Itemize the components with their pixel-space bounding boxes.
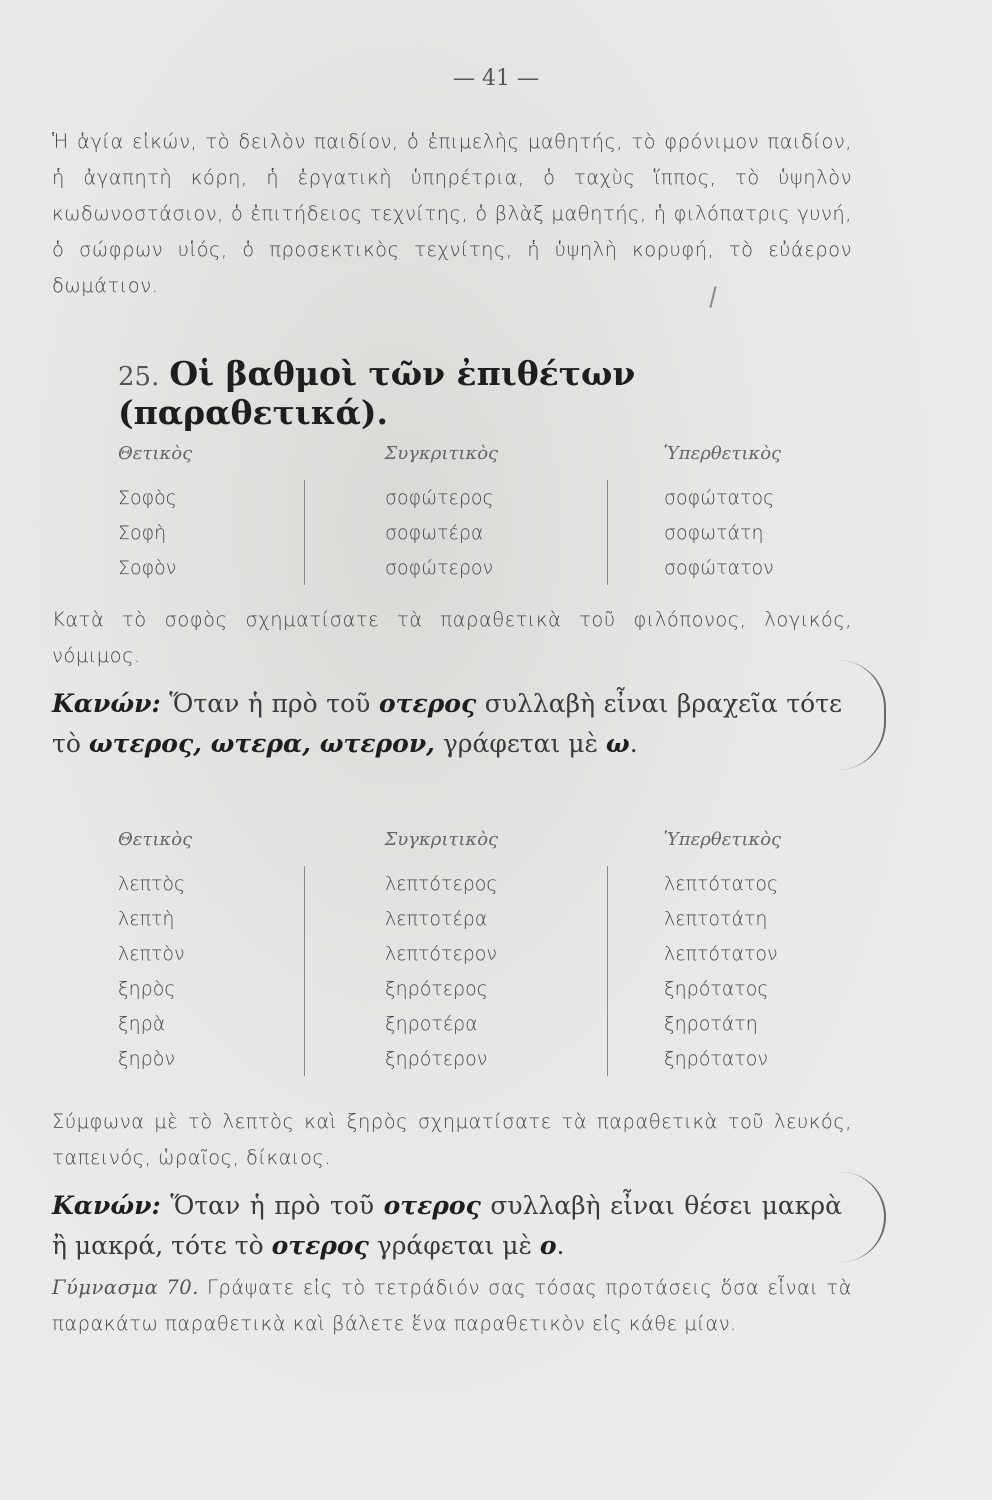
rule-omicron bbox=[52, 1186, 842, 1266]
rule-emphasis: ο bbox=[539, 1231, 557, 1260]
rule-emphasis: οτερος bbox=[378, 689, 477, 718]
section-heading bbox=[118, 354, 878, 432]
table-cell: λεπτοτάτη bbox=[608, 901, 865, 936]
rule-emphasis: οτερος bbox=[271, 1231, 369, 1260]
table-cell: λεπτοτέρα bbox=[305, 901, 608, 936]
rule-text: γράφεται μὲ bbox=[368, 1231, 540, 1260]
exercise-70 bbox=[52, 1270, 852, 1342]
exercise-text: Γράψατε εἰς τὸ τετράδιόν σας τόσας προτάσεις ὅσα εἶναι τὰ παρακάτω παραθετικὰ καὶ βάλετε ἕνα παραθετικὸν εἰς κάθε μίαν. bbox=[52, 1276, 852, 1335]
table-row bbox=[118, 480, 864, 515]
table-row bbox=[118, 936, 864, 971]
comparison-table-sofos bbox=[118, 440, 864, 585]
table-cell: λεπτὸν bbox=[118, 942, 185, 965]
rule-label: Κανών: bbox=[52, 1191, 161, 1220]
table-cell: λεπτότερον bbox=[305, 936, 608, 971]
paragraph-exercise-leptos: Σύμφωνα μὲ τὸ λεπτὸς καὶ ξηρὸς σχηματίσατε τὰ παραθετικὰ τοῦ λευκός, ταπεινός, ὡραῖος, δίκαιος. bbox=[52, 1110, 852, 1169]
table-cell: ξηροτάτη bbox=[608, 1006, 865, 1041]
table-cell: ξηρὸς bbox=[118, 977, 176, 1000]
table-row bbox=[118, 971, 864, 1006]
header-positive: Θετικὸς bbox=[118, 442, 193, 464]
table-cell: σοφωτάτη bbox=[608, 515, 865, 550]
table-cell: ξηρότερον bbox=[305, 1041, 608, 1076]
table-cell: ξηρότερος bbox=[305, 971, 608, 1006]
rule-emphasis: ω bbox=[605, 729, 630, 758]
table-cell: Σοφὸς bbox=[118, 486, 177, 509]
header-comparative: Συγκριτικὸς bbox=[384, 828, 499, 850]
table-cell: λεπτότατον bbox=[608, 936, 865, 971]
table-cell: σοφώτατον bbox=[608, 550, 865, 585]
rule-text: . bbox=[556, 1231, 565, 1260]
rule-text: . bbox=[629, 729, 638, 758]
rule-emphasis: ωτερος, ωτερα, ωτερον, bbox=[88, 729, 435, 758]
rule-text: γράφεται μὲ bbox=[434, 729, 606, 758]
paragraph-adjective-phrases: Ἡ ἁγία εἰκών, τὸ δειλὸν παιδίον, ὁ ἐπιμελὴς μαθητής, τὸ φρόνιμον παιδίον, ἡ ἀγαπητὴ κόρη, ἡ ἐργατικὴ ὑπηρέτρια, ὁ ταχὺς ἵππος, τὸ ὑψηλὸν κωδωνοστάσιον, ὁ ἐπιτήδειος τεχνίτης, ὁ βλὰξ μαθητής, ἡ φιλόπατρις γυνή, ὁ σώφρων υἱός, ὁ προσεκτικὸς τεχνίτης, ἡ ὑψηλὴ κορυφή, τὸ εὐάερον δωμάτιον. bbox=[52, 130, 852, 297]
table-cell: λεπτὴ bbox=[118, 907, 175, 930]
table-row bbox=[118, 550, 864, 585]
table-cell: ξηρότατον bbox=[608, 1041, 865, 1076]
rule-text: Ὅταν ἡ πρὸ τοῦ bbox=[160, 689, 379, 718]
table-row bbox=[118, 1041, 864, 1076]
rule-label: Κανών: bbox=[52, 689, 161, 718]
section-number: 25. bbox=[118, 362, 160, 392]
table-row bbox=[118, 515, 864, 550]
page-number: — 41 — bbox=[453, 66, 539, 91]
margin-bracket bbox=[838, 1172, 886, 1262]
rule-emphasis: οτερος bbox=[383, 1191, 481, 1220]
table-cell: σοφώτερον bbox=[305, 550, 608, 585]
table-cell: Σοφὸν bbox=[118, 556, 177, 579]
comparison-table-leptos bbox=[118, 826, 864, 1076]
table-cell: Σοφὴ bbox=[118, 521, 167, 544]
margin-bracket bbox=[838, 660, 886, 770]
header-comparative: Συγκριτικὸς bbox=[384, 442, 499, 464]
paragraph-exercise-sofos: Κατὰ τὸ σοφὸς σχηματίσατε τὰ παραθετικὰ τοῦ φιλόπονος, λογικός, νόμιμος. bbox=[52, 608, 852, 667]
table-cell: σοφώτατος bbox=[608, 480, 865, 515]
header-positive: Θετικὸς bbox=[118, 828, 193, 850]
header-superlative: Ὑπερθετικὸς bbox=[663, 828, 782, 850]
rule-text: Ὅταν ἡ πρὸ τοῦ bbox=[160, 1191, 384, 1220]
table-cell: ξηρὸν bbox=[118, 1047, 175, 1070]
table-cell: λεπτότατος bbox=[608, 866, 865, 901]
table-cell: σοφώτερος bbox=[305, 480, 608, 515]
section-title: Οἱ βαθμοὶ τῶν ἐπιθέτων (παραθετικά). bbox=[118, 354, 636, 432]
header-superlative: Ὑπερθετικὸς bbox=[663, 442, 782, 464]
table-row bbox=[118, 1006, 864, 1041]
table-cell: λεπτὸς bbox=[118, 872, 186, 895]
table-row bbox=[118, 901, 864, 936]
table-cell: ξηροτέρα bbox=[305, 1006, 608, 1041]
rule-omega bbox=[52, 684, 842, 764]
table-cell: λεπτότερος bbox=[305, 866, 608, 901]
table-cell: ξηρότατος bbox=[608, 971, 865, 1006]
rule-text: συλλαβὴ εἶναι βραχεῖα τότε τὸ bbox=[52, 689, 843, 758]
table-cell: ξηρὰ bbox=[118, 1012, 166, 1035]
table-row bbox=[118, 866, 864, 901]
exercise-label: Γύμνασμα 70. bbox=[52, 1276, 199, 1299]
table-cell: σοφωτέρα bbox=[305, 515, 608, 550]
rule-text: συλλαβὴ εἶναι θέσει μακρὰ ἢ μακρά, τότε τὸ bbox=[52, 1191, 842, 1260]
